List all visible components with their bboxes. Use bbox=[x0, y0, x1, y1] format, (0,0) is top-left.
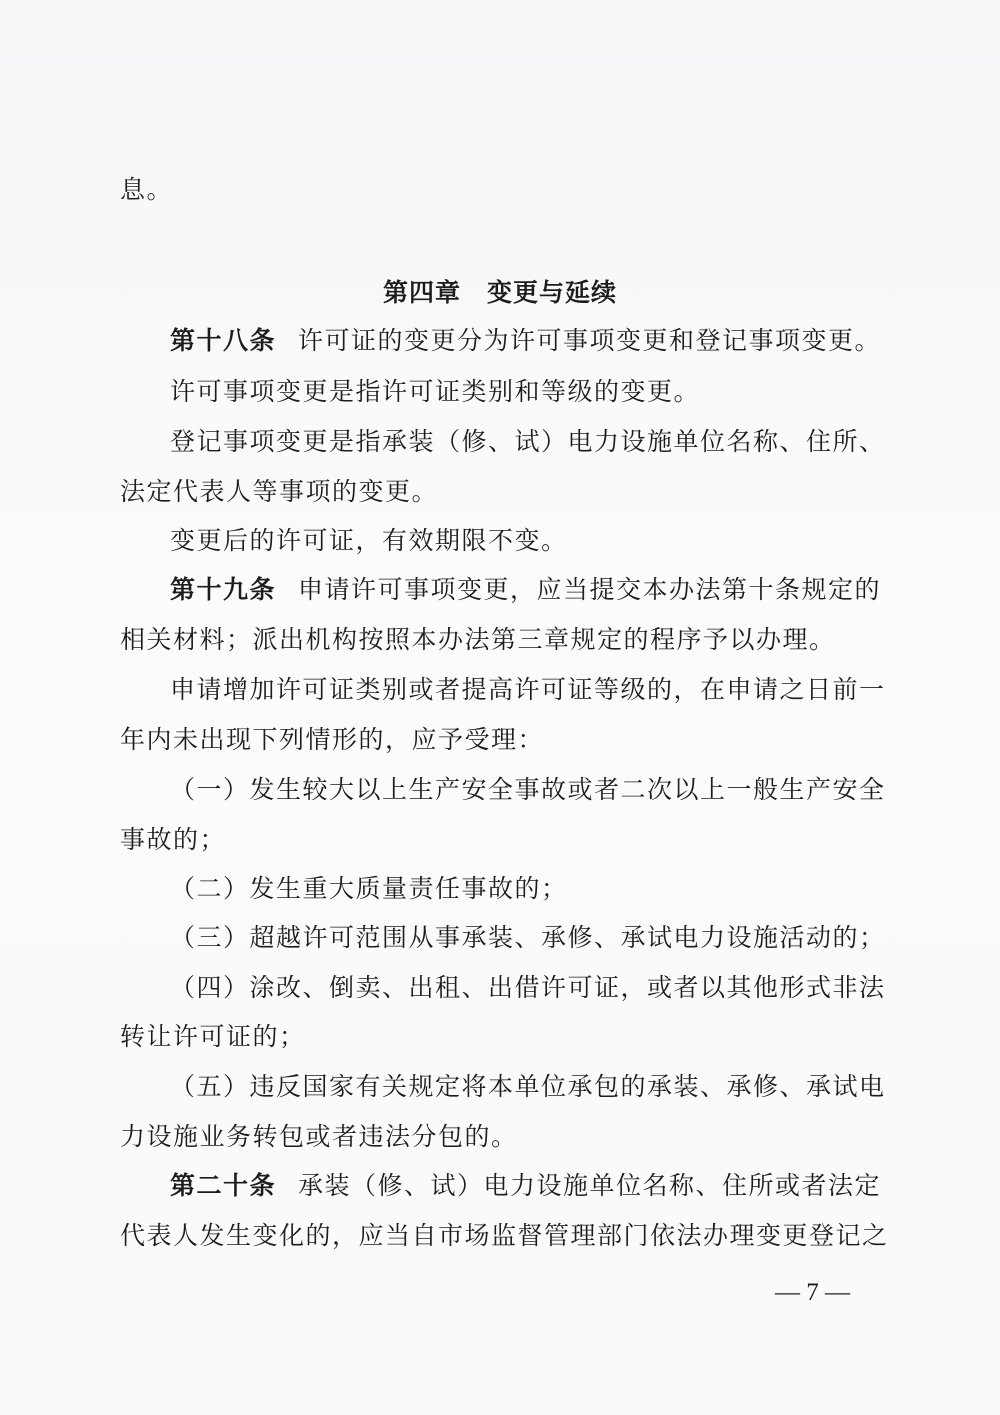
article-19-label: 第十九条 bbox=[170, 575, 277, 604]
article-19-line-2: 相关材料；派出机构按照本办法第三章规定的程序予以办理。 bbox=[120, 625, 836, 654]
article-20-label: 第二十条 bbox=[170, 1171, 277, 1200]
article-18-label: 第十八条 bbox=[170, 326, 277, 355]
article-20-line-2: 代表人发生变化的，应当自市场监督管理部门依法办理变更登记之 bbox=[120, 1221, 889, 1250]
article-20-text: 承装（修、试）电力设施单位名称、住所或者法定 bbox=[298, 1171, 882, 1200]
article-18-para-4: 变更后的许可证，有效期限不变。 bbox=[170, 526, 568, 555]
article-19-item-5-line-2: 力设施业务转包或者违法分包的。 bbox=[120, 1122, 518, 1151]
article-19-item-3: （三）超越许可范围从事承装、承修、承试电力设施活动的； bbox=[170, 923, 886, 952]
article-19-item-1-line-1: （一）发生较大以上生产安全事故或者二次以上一般生产安全 bbox=[170, 775, 886, 804]
article-19-para-2-line-2: 年内未出现下列情形的，应予受理： bbox=[120, 725, 545, 754]
chapter-number: 第四章 bbox=[382, 278, 461, 307]
article-19-item-5-line-1: （五）违反国家有关规定将本单位承包的承装、承修、承试电 bbox=[170, 1072, 886, 1101]
article-18-line-1 bbox=[170, 323, 882, 359]
article-18-para-3-line-1: 登记事项变更是指承装（修、试）电力设施单位名称、住所、 bbox=[170, 427, 886, 456]
article-19-item-1-line-2: 事故的； bbox=[120, 825, 227, 854]
continued-text: 息。 bbox=[120, 175, 174, 204]
article-19-item-2: （二）发生重大质量责任事故的； bbox=[170, 874, 568, 903]
article-19-item-4-line-2: 转让许可证的； bbox=[120, 1022, 306, 1051]
page-number: — 7 — bbox=[775, 1279, 850, 1306]
article-18-para-3-line-2: 法定代表人等事项的变更。 bbox=[120, 477, 439, 506]
article-18-para-2: 许可事项变更是指许可证类别和等级的变更。 bbox=[170, 377, 701, 406]
article-19-line-1 bbox=[170, 572, 882, 608]
article-19-text: 申请许可事项变更，应当提交本办法第十条规定的 bbox=[298, 575, 882, 604]
article-19-para-2-line-1: 申请增加许可证类别或者提高许可证等级的，在申请之日前一 bbox=[170, 675, 886, 704]
article-18-text: 许可证的变更分为许可事项变更和登记事项变更。 bbox=[298, 326, 882, 355]
article-20-line-1 bbox=[170, 1168, 882, 1204]
chapter-title: 变更与延续 bbox=[487, 278, 618, 307]
article-19-item-4-line-1: （四）涂改、倒卖、出租、出借许可证，或者以其他形式非法 bbox=[170, 973, 886, 1002]
chapter-heading bbox=[0, 275, 1000, 311]
